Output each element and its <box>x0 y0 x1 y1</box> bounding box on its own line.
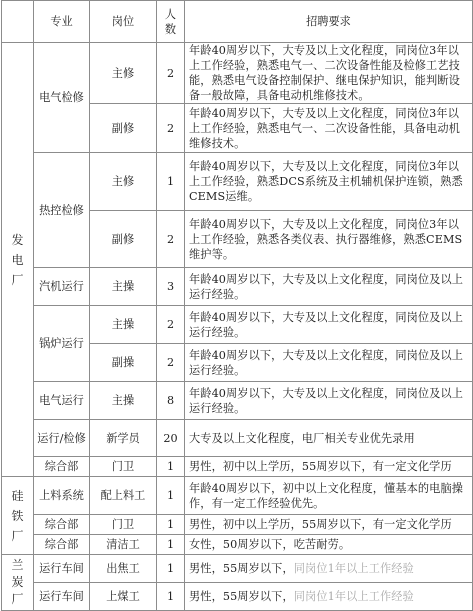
plant-power: 发 电 厂 <box>2 43 34 477</box>
position-cell: 主修 <box>90 153 157 211</box>
count-cell: 1 <box>157 457 185 477</box>
count-cell: 2 <box>157 211 185 268</box>
plant-coke: 兰 炭 厂 <box>2 555 34 611</box>
major-cell: 运行/检修 <box>34 420 90 457</box>
position-cell: 清洁工 <box>90 535 157 555</box>
count-cell: 1 <box>157 535 185 555</box>
header-row <box>2 1 473 43</box>
requirement-cell: 年龄40周岁以下，初中以上文化程度，懂基本的电脑操作，有一定工作经验优先。 <box>185 477 473 515</box>
requirement-cell: 年龄40周岁以下，大专及以上文化程度，同岗位及以上运行经验。 <box>185 382 473 420</box>
major-cell: 综合部 <box>34 457 90 477</box>
table-row <box>2 515 473 535</box>
count-cell: 2 <box>157 344 185 382</box>
count-cell: 1 <box>157 515 185 535</box>
major-cell: 综合部 <box>34 515 90 535</box>
header-count: 人 数 <box>157 1 185 43</box>
major-cell: 锅炉运行 <box>34 306 90 382</box>
table-row <box>2 153 473 211</box>
major-cell: 上料系统 <box>34 477 90 515</box>
header-major: 专业 <box>34 1 90 43</box>
major-cell: 汽机运行 <box>34 268 90 306</box>
requirement-cell: 年龄40周岁以下，大专及以上文化程度，同岗位及以上运行经验。 <box>185 268 473 306</box>
count-cell: 1 <box>157 555 185 583</box>
table-row <box>2 43 473 104</box>
table-row <box>2 306 473 344</box>
header-requirement: 招聘要求 <box>185 1 473 43</box>
position-cell: 主修 <box>90 43 157 104</box>
count-cell: 2 <box>157 306 185 344</box>
requirement-cell: 男性，55周岁以下，同岗位1年以上工作经验 <box>185 583 473 611</box>
major-cell: 热控检修 <box>34 153 90 268</box>
requirement-cell: 年龄40周岁以下，大专及以上文化程度，同岗位3年以上工作经验，熟悉各类仪表、执行器维修，熟悉CEMS维护等。 <box>185 211 473 268</box>
major-cell: 运行车间 <box>34 555 90 583</box>
header-blank <box>2 1 34 43</box>
count-cell: 20 <box>157 420 185 457</box>
table-row <box>2 477 473 515</box>
requirement-cell: 男性，初中以上学历，55周岁以下，有一定文化学历 <box>185 457 473 477</box>
position-cell: 门卫 <box>90 457 157 477</box>
table-row <box>2 268 473 306</box>
count-cell: 1 <box>157 477 185 515</box>
requirement-cell: 年龄40周岁以下，大专及以上文化程度，同岗位3年以上工作经验，熟悉DCS系统及主机辅机保护连锁，熟悉CEMS运维。 <box>185 153 473 211</box>
count-cell: 2 <box>157 43 185 104</box>
count-cell: 1 <box>157 153 185 211</box>
requirement-cell: 女性，50周岁以下，吃苦耐劳。 <box>185 535 473 555</box>
table-row <box>2 555 473 583</box>
major-cell: 电气检修 <box>34 43 90 153</box>
position-cell: 门卫 <box>90 515 157 535</box>
watermark-text: 同岗位1年以上工作经验 <box>293 562 414 575</box>
major-cell: 运行车间 <box>34 583 90 611</box>
major-cell: 综合部 <box>34 535 90 555</box>
position-cell: 出焦工 <box>90 555 157 583</box>
position-cell: 主操 <box>90 382 157 420</box>
table-row <box>2 583 473 611</box>
plant-silicon: 硅 铁 厂 <box>2 477 34 555</box>
count-cell: 2 <box>157 104 185 153</box>
position-cell: 主操 <box>90 268 157 306</box>
requirement-cell: 男性，初中以上学历，55周岁以下，有一定文化学历 <box>185 515 473 535</box>
position-cell: 副修 <box>90 211 157 268</box>
requirement-cell: 年龄40周岁以下，大专及以上文化程度，同岗位3年以上工作经验，熟悉电气一、二次设备性能，具备电动机维修技术。 <box>185 104 473 153</box>
requirement-cell: 男性，55周岁以下，同岗位1年以上工作经验 <box>185 555 473 583</box>
watermark-text: 同岗位1年以上工作经验 <box>293 590 414 603</box>
table-row <box>2 535 473 555</box>
requirement-cell: 大专及以上文化程度，电厂相关专业优先录用 <box>185 420 473 457</box>
major-cell: 电气运行 <box>34 382 90 420</box>
requirement-cell: 年龄40周岁以下，大专及以上文化程度，同岗位及以上运行经验。 <box>185 344 473 382</box>
requirement-cell: 年龄40周岁以下，大专及以上文化程度，同岗位3年以上工作经验，熟悉电气一、二次设备性能及检修工艺技能，熟悉电气设备控制保护、继电保护知识，能判断设备一般故障，具备电动机维修技术。 <box>185 43 473 104</box>
count-cell: 8 <box>157 382 185 420</box>
position-cell: 上煤工 <box>90 583 157 611</box>
position-cell: 主操 <box>90 306 157 344</box>
requirement-cell: 年龄40周岁以下，大专及以上文化程度，同岗位及以上运行经验。 <box>185 306 473 344</box>
table-row <box>2 382 473 420</box>
count-cell: 3 <box>157 268 185 306</box>
table-row <box>2 420 473 457</box>
header-position: 岗位 <box>90 1 157 43</box>
position-cell: 副操 <box>90 344 157 382</box>
count-cell: 1 <box>157 583 185 611</box>
recruitment-table <box>1 0 473 611</box>
table-row <box>2 457 473 477</box>
position-cell: 新学员 <box>90 420 157 457</box>
position-cell: 配上料工 <box>90 477 157 515</box>
position-cell: 副修 <box>90 104 157 153</box>
